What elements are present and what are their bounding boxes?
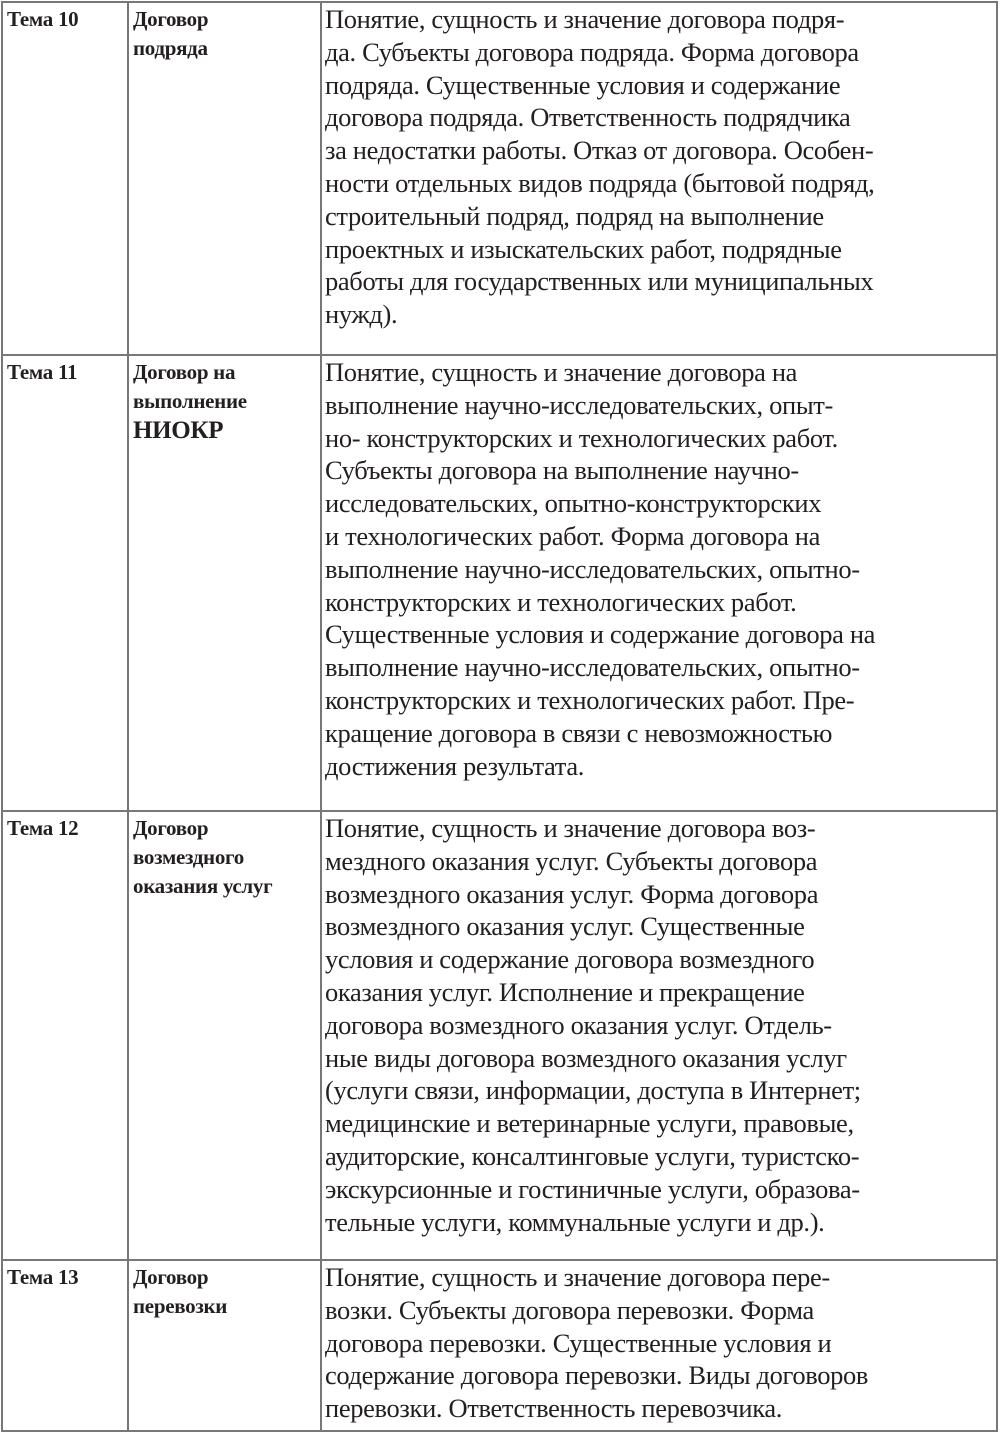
topic-title <box>133 814 316 901</box>
topic-cell <box>3 356 129 810</box>
topic-cell <box>3 1261 129 1430</box>
topic-title-line: оказания услуг <box>133 874 273 898</box>
topic-title-line: НИОКР <box>133 417 224 444</box>
topic-number: Тема 11 <box>7 360 78 384</box>
topic-cell <box>3 3 129 354</box>
topic-title-line: Договор <box>133 1265 209 1289</box>
topic-title-line: перевозки <box>133 1294 228 1318</box>
syllabus-table <box>1 1 998 1432</box>
topic-description: Понятие, сущность и значение договора воз- мездного оказания услуг. Субъекты договора возмездного оказания услуг. Форма договора возмездного оказания услуг. Существенные условия и содержание договора возмездного оказания услуг. Исполнение и прекращение договора возмездного оказания услуг. Отдель- ные виды договора возмездного оказания услуг (услуги связи, информации, доступа в Интернет; медицинские и ветеринарные услуги, правовые, аудиторские, консалтинговые услуги, туристско- экскурсионные и гостиничные услуги, образова- тельные услуги, коммунальные услуги и др.). <box>325 813 861 1237</box>
description-cell <box>322 1261 996 1430</box>
description-cell <box>322 3 996 354</box>
topic-title-line: подряда <box>133 36 208 60</box>
topic-title-line: Договор <box>133 816 209 840</box>
topic-number: Тема 12 <box>7 816 79 840</box>
title-cell <box>129 3 322 354</box>
table-row <box>3 356 996 812</box>
topic-description: Понятие, сущность и значение договора подря- да. Субъекты договора подряда. Форма договора подряда. Существенные условия и содержание договора подряда. Ответственность подрядчика за недостатки работы. Отказ от договора. Особен- ности отдельных видов подряда (бытовой подряд, строительный подряд, подряд на выполнение проектных и изыскательских работ, подрядные работы для государственных или муниципальных нужд). <box>325 4 875 330</box>
description-cell <box>322 812 996 1259</box>
topic-title <box>133 5 316 63</box>
topic-description: Понятие, сущность и значение договора пере- возки. Субъекты договора перевозки. Форма договора перевозки. Существенные условия и содержание договора перевозки. Виды договоров перевозки. Ответственность перевозчика. <box>325 1262 869 1424</box>
topic-title <box>133 1263 316 1321</box>
topic-number: Тема 10 <box>7 7 79 31</box>
topic-title-line: возмездного <box>133 845 244 869</box>
topic-title-line: Договор на <box>133 360 236 384</box>
topic-title <box>133 358 316 445</box>
title-cell <box>129 356 322 810</box>
topic-number: Тема 13 <box>7 1265 79 1289</box>
table-row <box>3 1261 996 1430</box>
topic-description: Понятие, сущность и значение договора на выполнение научно-исследовательских, опыт- но- конструкторских и технологических работ. Субъекты договора на выполнение научно- исследовательских, опытно-конструкторских и технологических работ. Форма договора на выполнение научно-исследовательских, опытно- конструкторских и технологических работ. Существенные условия и содержание договора на выполнение научно-исследовательских, опытно- конструкторских и технологических работ. Пре- кращение договора в связи с невозможностью достижения результата. <box>325 357 876 781</box>
table-row <box>3 3 996 356</box>
topic-title-line: Договор <box>133 7 209 31</box>
table-row <box>3 812 996 1261</box>
title-cell <box>129 1261 322 1430</box>
topic-title-line: выполнение <box>133 389 247 413</box>
description-cell <box>322 356 996 810</box>
title-cell <box>129 812 322 1259</box>
topic-cell <box>3 812 129 1259</box>
